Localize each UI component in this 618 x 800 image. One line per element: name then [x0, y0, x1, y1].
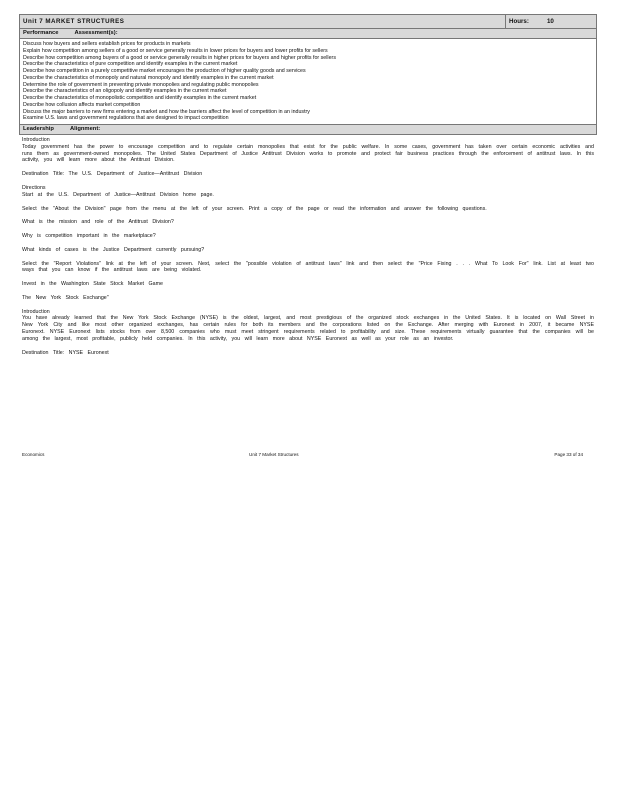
- destination-title: Destination Title: NYSE Euronext: [22, 349, 109, 356]
- question: What kinds of cases is the Justice Department currently pursuing?: [22, 246, 205, 253]
- activity-content: [19, 135, 597, 356]
- intro-label: Introduction: [22, 137, 50, 144]
- hours-label: Hours:: [509, 17, 529, 25]
- leadership-label: Leadership: [23, 125, 54, 132]
- objective-item: Describe how competition among buyers of a good or service generally results in higher prices for buyers and higher profits for sellers: [23, 54, 336, 61]
- intro-paragraph: Today government has the power to encourage competition and to regulate certain monopolies that exist for the public welfare. In some cases, government has taken over certain economic activities and runs them as government-owned monopolies. The United States Department of Justice Antitrust Division works to promote and protect fair business practices through the enforcement of antitrust laws. In this activity, you will learn more about the Antitrust Division.: [22, 143, 594, 164]
- nyse-heading: The New York Stock Exchange": [22, 294, 109, 301]
- objective-item: Discuss how buyers and sellers establish prices for products in markets: [23, 41, 191, 47]
- footer-unit: Unit 7 Market Structures: [249, 452, 299, 457]
- footer-course: Economics: [22, 452, 45, 457]
- footer-page-number: Page 33 of 34: [554, 452, 583, 457]
- objective-item: Describe the characteristics of an oligopoly and identify examples in the current market: [23, 88, 227, 95]
- objective-item: Examine U.S. laws and government regulations that are designed to impact competition: [23, 115, 229, 122]
- assessment-label: Assessment(s):: [74, 29, 118, 36]
- objective-item: Describe the characteristics of pure competition and identify examples in the current market: [23, 61, 238, 68]
- objective-item: Describe how collusion affects market competition: [23, 101, 141, 108]
- question: What is the mission and role of the Antitrust Division?: [22, 219, 174, 226]
- intro-paragraph: You have already learned that the New York Stock Exchange (NYSE) is the oldest, largest, and most prestigious of the organized stock exchanges in the United States. It is located on Wall Street in New York City and like most other organized exchanges, has certain rules for both its members and the corporations listed on the Exchange. After merging with Euronext in 2007, it became NYSE Euronext. NYSE Euronext lists stocks from over 8,500 companies who must meet stringent requirements related to profitability and size. These requirements virtually guarantee that the companies will be among the largest, most profitable, publicly held companies. In this activity, you will learn more about NYSE Euronext as well as your role as an investor.: [22, 315, 594, 342]
- alignment-label: Alignment:: [69, 125, 101, 132]
- destination-title: Destination Title: The U.S. Department of Justice—Antitrust Division: [22, 171, 203, 178]
- objectives-list: [19, 39, 597, 125]
- leadership-band: [19, 125, 597, 135]
- objective-item: Explain how competition among sellers of a good or service generally results in lower prices for buyers and lower profits for sellers: [23, 47, 328, 54]
- directions-step: Start at the U.S. Department of Justice—Antitrust Division home page.: [22, 191, 214, 198]
- directions-step: Select the "About the Division" page from the menu at the left of your screen. Print a copy of the page or read the information and answer the following questions.: [22, 205, 487, 212]
- violations-paragraph: Select the "Report Violations" link at the left of your screen. Next, select the "possible violation of antitrust laws" link and then select the "Price Fixing . . . What To Look For" link. List at least two ways that you can know if the antitrust laws are being violated.: [22, 260, 594, 274]
- intro-label: Introduction: [22, 308, 50, 315]
- objective-item: Describe how competition in a purely competitive market encourages the production of higher quality goods and services: [23, 68, 306, 75]
- stock-game-heading: Invest in the Washington State Stock Market Game: [22, 281, 163, 288]
- question: Why is competition important in the marketplace?: [22, 233, 156, 240]
- objective-item: Determine the role of government in preventing private monopolies and regulating public monopolies: [23, 81, 259, 88]
- hours-value: 10: [546, 17, 554, 25]
- objective-item: Discuss the major barriers to new firms entering a market and how the barriers affect the level of competition in an industry: [23, 108, 310, 115]
- hours-cell: [505, 15, 596, 28]
- performance-label: Performance: [23, 29, 59, 36]
- performance-band: [19, 29, 597, 39]
- objective-item: Describe the characteristics of monopoly and natural monopoly and identify examples in the current market: [23, 74, 274, 81]
- page: [19, 14, 597, 356]
- objective-item: Describe the characteristics of monopolistic competition and identify examples in the current market: [23, 95, 257, 102]
- unit-title: Unit 7 MARKET STRUCTURES: [23, 17, 125, 25]
- unit-header: [19, 14, 597, 29]
- directions-label: Directions: [22, 185, 46, 192]
